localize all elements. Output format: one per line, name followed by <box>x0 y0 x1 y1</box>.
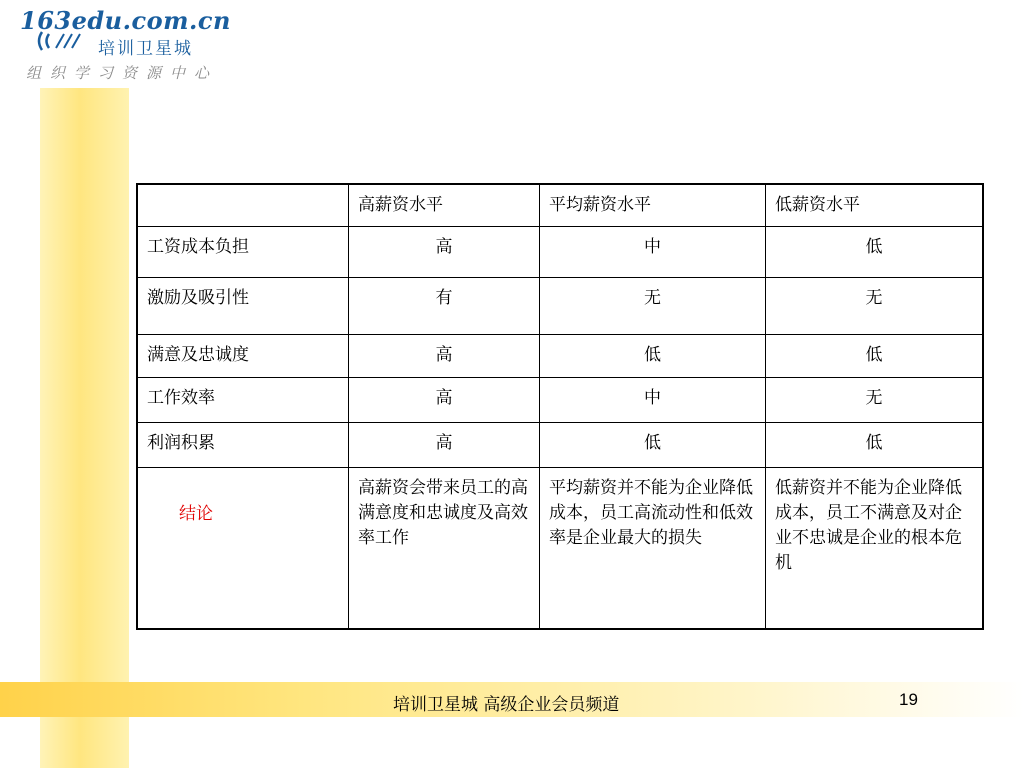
table-row <box>137 278 983 335</box>
table-row <box>137 335 983 378</box>
table-cell: 中 <box>540 378 766 423</box>
page-number: 19 <box>899 690 918 709</box>
row-label: 工资成本负担 <box>137 227 349 278</box>
logo-brand: 163edu.com.cn <box>20 6 231 35</box>
row-label: 激励及吸引性 <box>137 278 349 335</box>
table-header-row <box>137 184 983 227</box>
table-cell: 低 <box>766 423 984 468</box>
footer-channel-text: 培训卫星城 高级企业会员频道 <box>393 695 620 715</box>
site-logo <box>14 6 254 86</box>
table-cell: 高 <box>349 227 540 278</box>
table-row <box>137 227 983 278</box>
conclusion-row <box>137 468 983 630</box>
table-cell: 无 <box>540 278 766 335</box>
logo-tagline: 组织学习资源中心 <box>26 64 219 82</box>
table-cell: 高 <box>349 378 540 423</box>
table-cell: 无 <box>766 378 984 423</box>
table-cell: 低 <box>540 423 766 468</box>
row-label: 工作效率 <box>137 378 349 423</box>
header-cell-empty <box>137 184 349 227</box>
table-cell: 中 <box>540 227 766 278</box>
table-cell: 有 <box>349 278 540 335</box>
conclusion-label-cell <box>137 468 349 630</box>
conclusion-cell: 平均薪资并不能为企业降低成本，员工高流动性和低效率是企业最大的损失 <box>540 468 766 630</box>
table-cell: 低 <box>766 227 984 278</box>
table-cell: 无 <box>766 278 984 335</box>
row-label: 满意及忠诚度 <box>137 335 349 378</box>
table-cell: 高 <box>349 335 540 378</box>
signal-waves-icon <box>34 28 94 54</box>
table-row <box>137 423 983 468</box>
decorative-vertical-bar <box>40 88 129 768</box>
table-cell: 低 <box>766 335 984 378</box>
row-label: 利润积累 <box>137 423 349 468</box>
conclusion-cell: 高薪资会带来员工的高满意度和忠诚度及高效率工作 <box>349 468 540 630</box>
table-cell: 低 <box>540 335 766 378</box>
table-cell: 高 <box>349 423 540 468</box>
salary-comparison-table <box>136 183 984 630</box>
header-cell-average: 平均薪资水平 <box>540 184 766 227</box>
conclusion-label: 结论 <box>179 504 213 524</box>
logo-subtitle: 培训卫星城 <box>98 39 193 59</box>
header-cell-low: 低薪资水平 <box>766 184 984 227</box>
header-cell-high: 高薪资水平 <box>349 184 540 227</box>
conclusion-cell: 低薪资并不能为企业降低成本，员工不满意及对企业不忠诚是企业的根本危机 <box>766 468 984 630</box>
table-row <box>137 378 983 423</box>
